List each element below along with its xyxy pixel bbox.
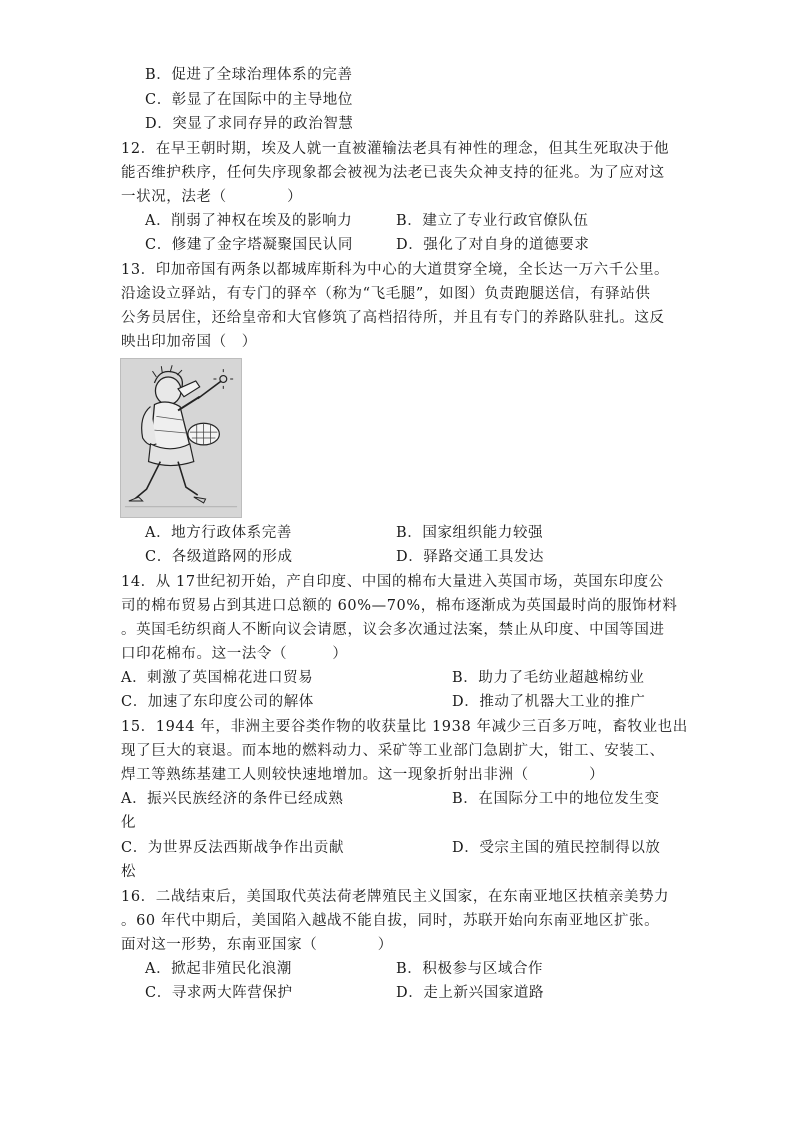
q13-option-d: D．驿路交通工具发达 xyxy=(396,549,545,565)
q14-stem-line-4: 口印花棉布。这一法令（ ） xyxy=(121,646,348,662)
chasqui-runner-drawing xyxy=(121,359,241,517)
q12-stem-line-2: 能否维护秩序，任何失序现象都会被视为法老已丧失众神支持的征兆。为了应对这 xyxy=(121,165,665,181)
q16-option-b: B．积极参与区域合作 xyxy=(396,961,544,977)
q11-option-c: C．彰显了在国际中的主导地位 xyxy=(145,92,353,108)
q15-option-a: A．振兴民族经济的条件已经成熟 xyxy=(121,791,344,807)
q15-stem-line-1: 15．1944 年，非洲主要谷类作物的收获量比 1938 年减少三百多万吨，畜牧业也出 xyxy=(121,719,688,735)
q14-option-a: A．刺激了英国棉花进口贸易 xyxy=(121,670,314,686)
q12-option-b: B．建立了专业行政官僚队伍 xyxy=(396,213,589,229)
q15-option-c: C．为世界反法西斯战争作出贡献 xyxy=(121,840,345,856)
q16-stem-line-1: 16．二战结束后，美国取代英法荷老牌殖民主义国家，在东南亚地区扶植亲美势力 xyxy=(121,889,670,905)
q15-option-b: B．在国际分工中的地位发生变 xyxy=(452,791,660,807)
q14-stem-line-1: 14．从 17世纪初开始，产自印度、中国的棉布大量进入英国市场，英国东印度公 xyxy=(121,574,664,590)
q16-option-c: C．寻求两大阵营保护 xyxy=(145,985,293,1001)
q15-option-b-wrap: 化 xyxy=(121,815,137,831)
q11-option-d: D．突显了求同存异的政治智慧 xyxy=(145,116,354,132)
q12-option-d: D．强化了对自身的道德要求 xyxy=(396,237,590,253)
q12-option-a: A．削弱了神权在埃及的影响力 xyxy=(145,213,353,229)
q14-option-b: B．助力了毛纺业超越棉纺业 xyxy=(452,670,645,686)
q13-option-b: B．国家组织能力较强 xyxy=(396,525,544,541)
q13-stem-line-2: 沿途设立驿站，有专门的驿卒（称为“飞毛腿”，如图）负责跑腿送信，有驿站供 xyxy=(121,286,651,302)
q15-option-d: D．受宗主国的殖民控制得以放 xyxy=(452,840,661,856)
q13-stem-line-3: 公务员居住，还给皇帝和大官修筑了高档招待所，并且有专门的养路队驻扎。这反 xyxy=(121,310,665,326)
q12-stem-line-1: 12．在早王朝时期，埃及人就一直被灌输法老具有神性的理念，但其生死取决于他 xyxy=(121,141,670,157)
q14-stem-line-3: 。英国毛纺织商人不断向议会请愿，议会多次通过法案，禁止从印度、中国等国进 xyxy=(121,622,665,638)
q14-option-d: D．推动了机器大工业的推广 xyxy=(452,694,646,710)
q16-stem-line-2: 。60 年代中期后，美国陷入越战不能自拔，同时，苏联开始向东南亚地区扩张。 xyxy=(121,913,660,929)
q13-option-a: A．地方行政体系完善 xyxy=(145,525,292,541)
q16-option-d: D．走上新兴国家道路 xyxy=(396,985,545,1001)
q13-option-c: C．各级道路网的形成 xyxy=(145,549,293,565)
q14-stem-line-2: 司的棉布贸易占到其进口总额的 60%—70%，棉布逐渐成为英国最时尚的服饰材料 xyxy=(121,598,678,614)
q15-option-d-wrap: 松 xyxy=(121,864,137,880)
q14-option-c: C．加速了东印度公司的解体 xyxy=(121,694,314,710)
q13-stem-line-4: 映出印加帝国（ ） xyxy=(121,334,257,350)
q16-option-a: A．掀起非殖民化浪潮 xyxy=(145,961,292,977)
q16-stem-line-3: 面对这一形势，东南亚国家（ ） xyxy=(121,937,393,953)
q15-stem-line-3: 焊工等熟练基建工人则较快速地增加。这一现象折射出非洲（ ） xyxy=(121,767,605,783)
inca-runner-illustration xyxy=(120,358,242,518)
q12-stem-line-3: 一状况，法老（ ） xyxy=(121,189,303,205)
q12-option-c: C．修建了金字塔凝聚国民认同 xyxy=(145,237,353,253)
q15-stem-line-2: 现了巨大的衰退。而本地的燃料动力、采矿等工业部门急剧扩大，钳工、安装工、 xyxy=(121,743,665,759)
q11-option-b: B．促进了全球治理体系的完善 xyxy=(145,67,353,83)
q13-stem-line-1: 13．印加帝国有两条以都城库斯科为中心的大道贯穿全境，全长达一万六千公里。 xyxy=(121,262,670,278)
